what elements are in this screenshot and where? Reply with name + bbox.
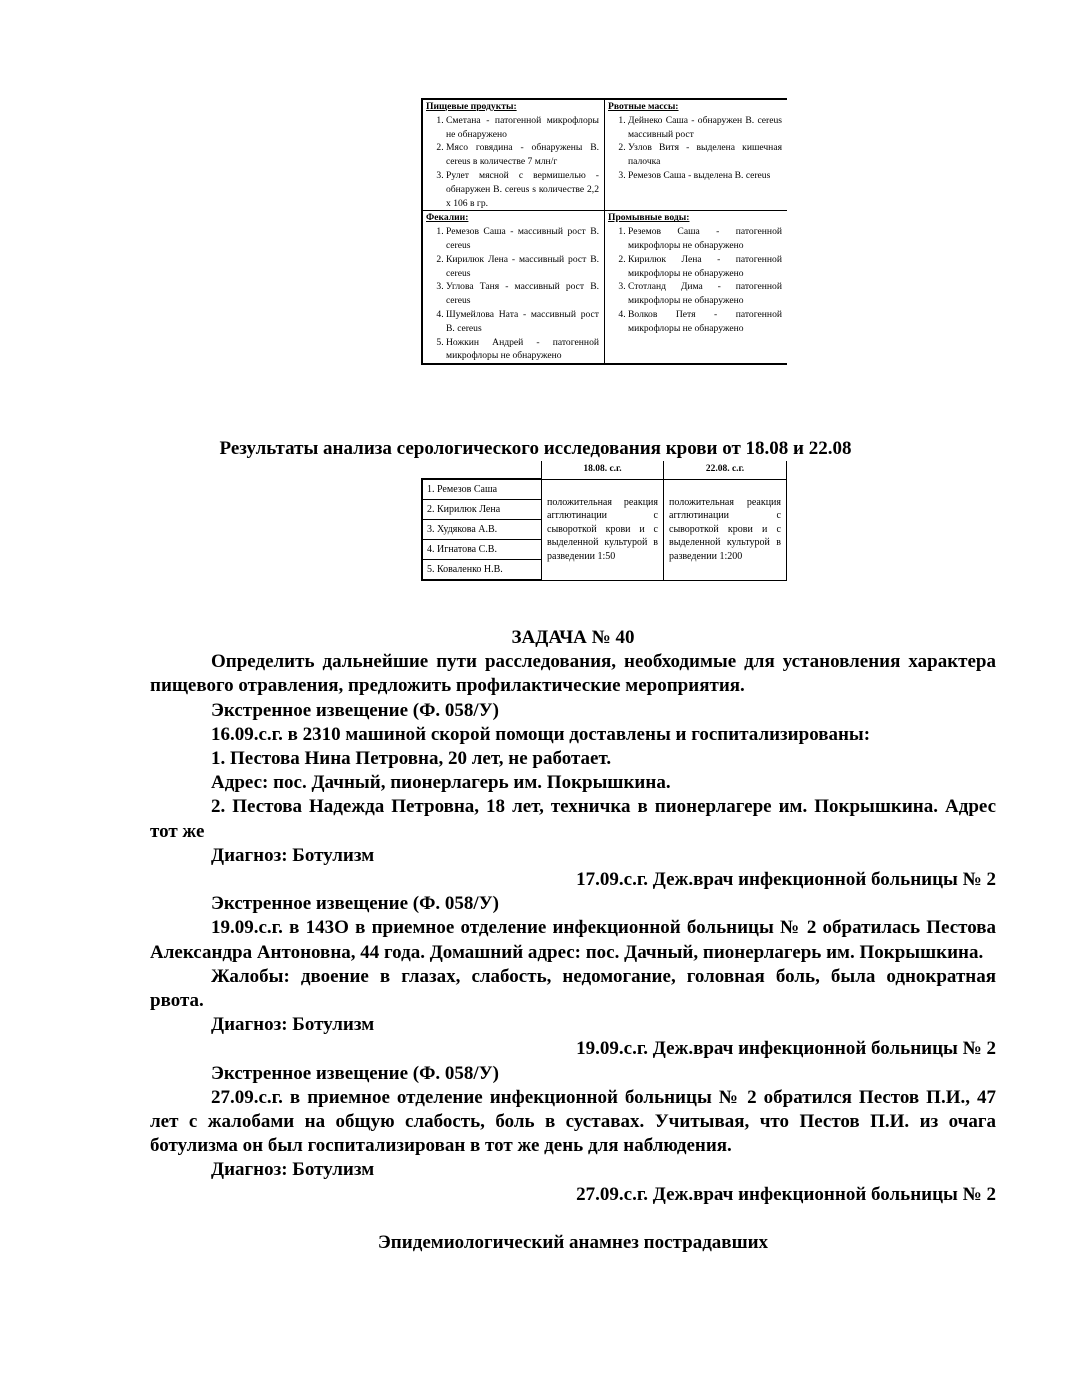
notice-2-complaints: Жалобы: двоение в глазах, слабость, недомогание, головная боль, была однократная рвота. (150, 965, 996, 1012)
food-products-heading: Пищевые продукты: (426, 101, 517, 112)
task-title: ЗАДАЧА № 40 (511, 627, 635, 648)
notice-1-line-2: 1. Пестова Нина Петровна, 20 лет, не работает. (211, 748, 612, 770)
wash-water-list (608, 225, 784, 335)
serology-corner (422, 461, 542, 479)
notice-3-signature: 27.09.с.г. Деж.врач инфекционной больницы № 2 (576, 1183, 996, 1205)
task-body (150, 626, 996, 1255)
food-products-list (426, 114, 601, 211)
list-item: 3. Углова Таня - массивный рост B. cereus (446, 280, 601, 308)
notice-2-header: Экстренное извещение (Ф. 058/У) (211, 893, 499, 915)
list-item: 2. Кирилюк Лена - патогенной микрофлоры не обнаружено (628, 253, 784, 281)
list-item: 2. Мясо говядина - обнаружены B. cereus в количестве 7 млн/г (446, 141, 601, 169)
wash-water-heading: Промывные воды: (608, 212, 690, 224)
list-item: 2. Узлов Витя - выделена кишечная палочка (628, 141, 784, 169)
list-item: 1. Дейнеко Саша - обнаружен B. cereus массивный рост (628, 114, 784, 142)
notice-1-line-3: Адрес: пос. Дачный, пионерлагерь им. Покрышкина. (211, 772, 671, 794)
serology-name: 2. Кирилюк Лена (422, 500, 542, 520)
list-item: 1. Сметана - патогенной микрофлоры не обнаружено (446, 114, 601, 142)
vomit-heading: Рвотные массы: (608, 101, 679, 112)
serology-result-1808: положительная реакция агглютинации с сывороткой крови и с выделенной культурой в разведении 1:50 (542, 479, 664, 580)
feces-list (426, 225, 601, 363)
footer-heading: Эпидемиологический анамнез пострадавших (377, 1231, 769, 1253)
list-item: 1. Реземов Саша - патогенной микрофлоры не обнаружено (628, 225, 784, 253)
list-item: 1. Ремезов Саша - массивный рост B. cereus (446, 225, 601, 253)
serology-col-1808: 18.08. с.г. (542, 461, 664, 479)
notice-1-line-1: 16.09.с.г. в 2310 машиной скорой помощи доставлены и госпитализированы: (211, 723, 871, 745)
serology-name: 3. Худякова А.В. (422, 520, 542, 540)
list-item: 4. Волков Петя - патогенной микрофлоры не обнаружено (628, 308, 784, 336)
serology-table (421, 461, 787, 581)
list-item: 4. Шумейлова Ната - массивный рост B. cereus (446, 308, 601, 336)
food-products-cell (422, 99, 605, 211)
notice-2-signature: 19.09.с.г. Деж.врач инфекционной больницы № 2 (576, 1038, 996, 1060)
lab-results-table (421, 98, 787, 365)
list-item: 3. Рулет мясной с вермишелью - обнаружен B. cereus s количестве 2,2 х 106 в гр. (446, 169, 601, 210)
notice-1-signature: 17.09.с.г. Деж.врач инфекционной больницы № 2 (576, 869, 996, 891)
list-item: 3. Стотланд Дима - патогенной микрофлоры не обнаружено (628, 280, 784, 308)
feces-heading: Фекалии: (426, 212, 469, 224)
notice-2-diagnosis: Диагноз: Ботулизм (211, 1014, 375, 1036)
list-item: 5. Ножкин Андрей - патогенной микрофлоры не обнаружено (446, 336, 601, 364)
serology-name: 5. Коваленко Н.В. (422, 560, 542, 581)
serology-result-2208: положительная реакция агглютинации с сывороткой крови и с выделенной культурой в разведении 1:200 (664, 479, 787, 580)
task-intro: Определить дальнейшие пути расследования, необходимые для установления характера пищевого отравления, предложить профилактические мероприятия. (150, 651, 996, 697)
vomit-list (608, 114, 784, 183)
serology-col-2208: 22.08. с.г. (664, 461, 787, 479)
notice-1-diagnosis: Диагноз: Ботулизм (211, 844, 375, 866)
wash-water-cell (605, 211, 788, 364)
serology-name: 4. Игнатова С.В. (422, 540, 542, 560)
feces-cell (422, 211, 605, 364)
notice-3-line-1: 27.09.с.г. в приемное отделение инфекционной больницы № 2 обратился Пестов П.И., 47 лет с жалобами на общую слабость, боль в суставах. Учитывая, что Пестов П.И. из очага ботулизма он был госпитализирован в тот же день для наблюдения. (150, 1086, 996, 1157)
serology-name: 1. Ремезов Саша (422, 479, 542, 500)
notice-3-diagnosis: Диагноз: Ботулизм (211, 1159, 375, 1181)
notice-1-line-4: 2. Пестова Надежда Петровна, 18 лет, техничка в пионерлагере им. Покрышкина. Адрес тот же (150, 796, 996, 842)
notice-3-header: Экстренное извещение (Ф. 058/У) (211, 1062, 499, 1084)
notice-1-header: Экстренное извещение (Ф. 058/У) (211, 699, 499, 721)
serology-title: Результаты анализа серологического исследования крови от 18.08 и 22.08 (219, 438, 852, 459)
vomit-cell (605, 99, 788, 211)
notice-2-line-1: 19.09.с.г. в 143О в приемное отделение инфекционной больницы № 2 обратилась Пестова Александра Антоновна, 44 года. Домашний адрес: пос. Дачный, пионерлагерь им. Покрышкина. (150, 917, 996, 963)
list-item: 3. Ремезов Саша - выделена B. cereus (628, 169, 784, 183)
list-item: 2. Кирилюк Лена - массивный рост B. cereus (446, 253, 601, 281)
